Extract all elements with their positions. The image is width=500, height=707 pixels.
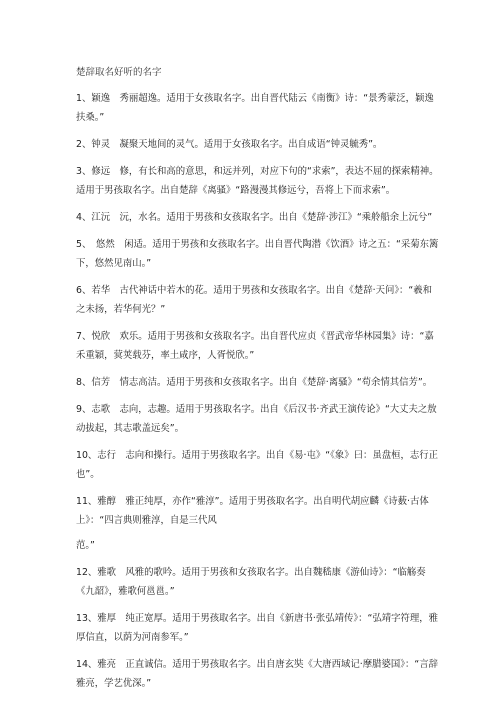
name-entry: 11、雅醇 雅正纯厚，亦作“雅淳”。适用于男孩取名字。出自明代胡应麟《诗薮·古体上》：“四言典则雅淳，自是三代风 bbox=[76, 496, 429, 526]
name-entry: 14、雅亮 正直诚信。适用于男孩取名字。出自唐玄奘《大唐西域记·摩腊婆国》：“言辞雅亮，学艺优深。” bbox=[76, 659, 438, 689]
name-entry: 13、雅厚 纯正宽厚。适用于男孩取名字。出自《新唐书·张弘靖传》：“弘靖字符理，雅厚信直，以荫为河南参军。” bbox=[76, 613, 438, 643]
name-entry: 8、信芳 情志高洁。适用于男孩和女孩取名字。出自《楚辞·离骚》“苟余情其信芳”。 bbox=[76, 377, 433, 388]
name-entry-list bbox=[76, 89, 440, 693]
name-entry: 2、钟灵 凝聚天地间的灵气。适用于女孩取名字。出自成语“钟灵毓秀”。 bbox=[76, 139, 383, 150]
name-entry-continuation: 范。” bbox=[76, 540, 95, 551]
name-entry: 12、雅歌 风雅的歌吟。适用于男孩和女孩取名字。出自魏嵇康《游仙诗》：“临觞奏《九韶》，雅歌何邕邕。” bbox=[76, 567, 426, 597]
name-entry: 10、志行 志向和操行。适用于男孩取名字。出自《易·屯》“《象》曰：虽盘桓，志行正也”。 bbox=[76, 450, 438, 480]
name-entry: 7、悦欣 欢乐。适用于男孩和女孩取名字。出自晋代应贞《晋武帝华林园集》诗：“嘉禾重穎，蓂荚载芬，率土咸序，人胥悦欣。” bbox=[76, 331, 434, 361]
name-entry: 9、志歌 志向，志趣。适用于男孩取名字。出自《后汉书·齐武王演传论》“大丈夫之敖动拔起，其志歌盖远矣”。 bbox=[76, 404, 437, 434]
name-entry: 1、颖逸 秀丽超逸。适用于女孩取名字。出自晋代陆云《南衡》诗：“景秀蒙泛，颖逸扶桑。” bbox=[76, 93, 434, 123]
document-title: 楚辞取名好听的名字 bbox=[76, 67, 162, 78]
name-entry: 3、修远 修，有长和高的意思，和远并列，对应下句的“求索”，表达不屈的探索精神。适用于男孩取名字。出自楚辞《离骚》“路漫漫其修远兮，吾将上下而求索”。 bbox=[76, 166, 439, 196]
name-entry: 4、江沅 沅，水名。适用于男孩和女孩取名字。出自《楚辞·涉江》“乘舲船余上沅兮” bbox=[76, 212, 433, 223]
name-entry: 6、若华 古代神话中若木的花。适用于男孩和女孩取名字。出自《楚辞·天问》：“羲和之未扬，若华何光？” bbox=[76, 285, 432, 315]
name-entry: 5、 悠然 闲适。适用于男孩和女孩取名字。出自晋代陶潜《饮酒》诗之五：“采菊东篱下，悠然见南山。” bbox=[76, 239, 439, 269]
